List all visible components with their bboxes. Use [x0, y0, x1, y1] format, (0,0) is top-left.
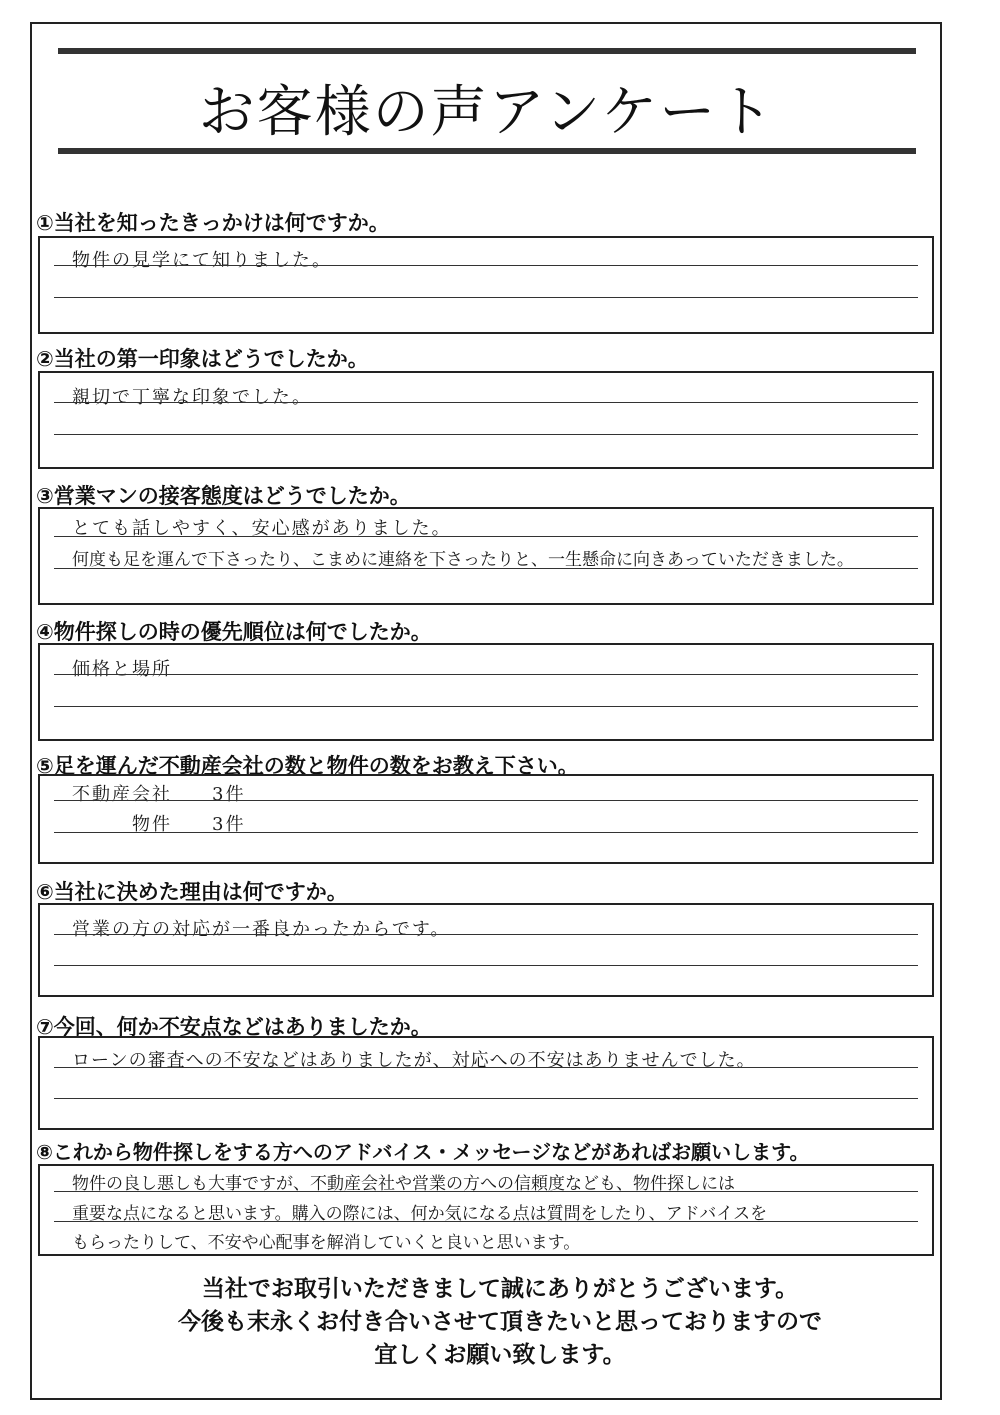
question-2-label: ②当社の第一印象はどうでしたか。: [36, 347, 369, 371]
answer-box-5: [38, 774, 934, 864]
ruled-line: [54, 1067, 918, 1068]
ruled-line: [54, 1191, 918, 1192]
ruled-line: [54, 568, 918, 569]
ruled-line: [54, 800, 918, 801]
question-3-label: ③営業マンの接客態度はどうでしたか。: [36, 484, 411, 508]
answer-box-2: [38, 371, 934, 469]
answer-box-1: [38, 236, 934, 334]
ruled-line: [54, 1221, 918, 1222]
ruled-line: [54, 674, 918, 675]
ruled-line: [54, 965, 918, 966]
answer-8-line-1: 物件の良し悪しも大事ですが、不動産会社や営業の方への信頼度なども、物件探しには: [72, 1174, 735, 1194]
answer-3-line-1: とても話しやすく、安心感がありました。: [72, 518, 452, 539]
footer-line-2: 今後も末永くお付き合いさせて頂きたいと思っておりますので: [178, 1309, 822, 1335]
title-rule-top: [58, 48, 916, 54]
ruled-line: [54, 434, 918, 435]
answer-box-4: [38, 643, 934, 741]
answer-box-3: [38, 507, 934, 605]
answer-box-6: [38, 903, 934, 997]
ruled-line: [54, 1098, 918, 1099]
answer-7-line-1: ローンの審査への不安などはありましたが、対応への不安はありませんでした。: [72, 1050, 756, 1071]
footer-line-3: 宜しくお願い致します。: [374, 1342, 626, 1368]
ruled-line: [54, 536, 918, 537]
answer-box-7: [38, 1036, 934, 1130]
question-6-label: ⑥当社に決めた理由は何ですか。: [36, 880, 348, 904]
answer-6-line-1: 営業の方の対応が一番良かったからです。: [72, 919, 451, 940]
title-block: [58, 48, 916, 158]
question-5-label: ⑤足を運んだ不動産会社の数と物件の数をお教え下さい。: [36, 754, 579, 778]
ruled-line: [54, 934, 918, 935]
answer-3-line-2: 何度も足を運んで下さったり、こまめに連絡を下さったりと、一生懸命に向きあっていただきました。: [72, 550, 854, 570]
answer-8-line-2: 重要な点になると思います。購入の際には、何か気になる点は質問をしたり、アドバイスを: [72, 1204, 768, 1224]
answer-5-line-1: 不動産会社 3件: [72, 784, 246, 805]
answer-5-line-2: 物件 3件: [72, 814, 246, 835]
answer-1-line-1: 物件の見学にて知りました。: [72, 250, 332, 271]
question-7-label: ⑦今回、何か不安点などはありましたか。: [36, 1015, 432, 1039]
ruled-line: [54, 265, 918, 266]
answer-2-line-1: 親切で丁寧な印象でした。: [72, 387, 312, 408]
title-rule-bottom: [58, 148, 916, 154]
ruled-line: [54, 706, 918, 707]
answer-box-8: [38, 1164, 934, 1256]
ruled-line: [54, 832, 918, 833]
page-title: お客様の声アンケート: [198, 80, 776, 145]
question-8-label: ⑧これから物件探しをする方へのアドバイス・メッセージなどがあればお願いします。: [36, 1140, 810, 1164]
ruled-line: [54, 402, 918, 403]
answer-8-line-3: もらったりして、不安や心配事を解消していくと良いと思います。: [72, 1233, 581, 1253]
question-1-label: ①当社を知ったきっかけは何ですか。: [36, 211, 390, 235]
footer-line-1: 当社でお取引いただきまして誠にありがとうございます。: [201, 1276, 799, 1302]
question-4-label: ④物件探しの時の優先順位は何でしたか。: [36, 620, 432, 644]
answer-4-line-1: 価格と場所: [72, 659, 172, 680]
ruled-line: [54, 297, 918, 298]
